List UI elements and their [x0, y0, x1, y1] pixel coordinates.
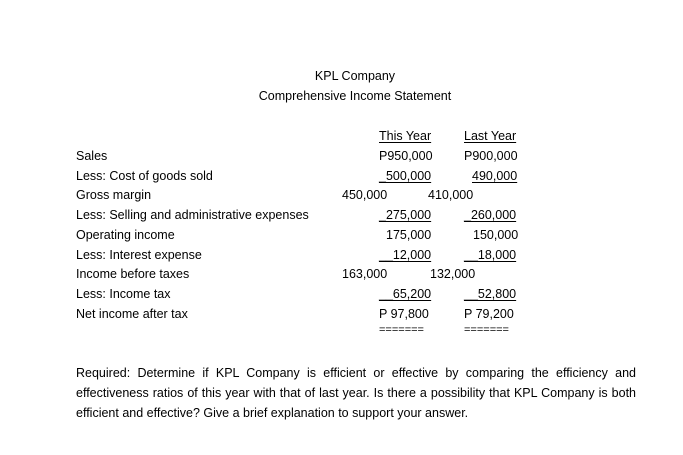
sales-last-year: P900,000 — [464, 149, 518, 163]
row-label-selling-admin-expenses: Less: Selling and administrative expenses — [76, 208, 309, 222]
double-rule-this-year: ======= — [379, 324, 424, 336]
row-label-income-before-taxes: Income before taxes — [76, 267, 190, 281]
sga-last-year: _260,000 — [464, 208, 517, 222]
cogs-this-year: _500,000 — [379, 169, 432, 183]
column-header-this-year: This Year — [379, 129, 432, 143]
income-tax-this-year: __65,200 — [379, 287, 432, 301]
company-name: KPL Company — [314, 69, 396, 83]
operating-income-last-year: 150,000 — [473, 228, 519, 242]
row-label-interest-expense: Less: Interest expense — [76, 248, 202, 262]
income-before-taxes-last-year: 132,000 — [430, 267, 476, 281]
sales-this-year: P950,000 — [379, 149, 433, 163]
sga-this-year: _275,000 — [379, 208, 432, 222]
row-label-cost-of-goods-sold: Less: Cost of goods sold — [76, 169, 213, 183]
column-header-last-year: Last Year — [464, 129, 517, 143]
net-income-this-year: P 97,800 — [379, 307, 429, 321]
operating-income-this-year: 175,000 — [386, 228, 432, 242]
net-income-last-year: P 79,200 — [464, 307, 514, 321]
interest-this-year: __12,000 — [379, 248, 432, 262]
row-label-net-income: Net income after tax — [76, 307, 188, 321]
row-label-sales: Sales — [76, 149, 108, 163]
statement-title: Comprehensive Income Statement — [258, 89, 452, 103]
cogs-last-year: 490,000 — [472, 169, 518, 183]
income-tax-last-year: __52,800 — [464, 287, 517, 301]
interest-last-year: __18,000 — [464, 248, 517, 262]
income-before-taxes-this-year: 163,000 — [342, 267, 388, 281]
double-rule-last-year: ======= — [464, 324, 509, 336]
required-paragraph: Required: Determine if KPL Company is efficient or effective by comparing the efficiency and effectiveness ratios of this year with that of last year. Is there a possibility that KPL Company is both efficient and effective? Give a brief explanation to support your answer. — [76, 366, 636, 420]
row-label-gross-margin: Gross margin — [76, 188, 152, 202]
row-label-operating-income: Operating income — [76, 228, 175, 242]
row-label-income-tax: Less: Income tax — [76, 287, 171, 301]
gross-margin-this-year: 450,000 — [342, 188, 388, 202]
gross-margin-last-year: 410,000 — [428, 188, 474, 202]
